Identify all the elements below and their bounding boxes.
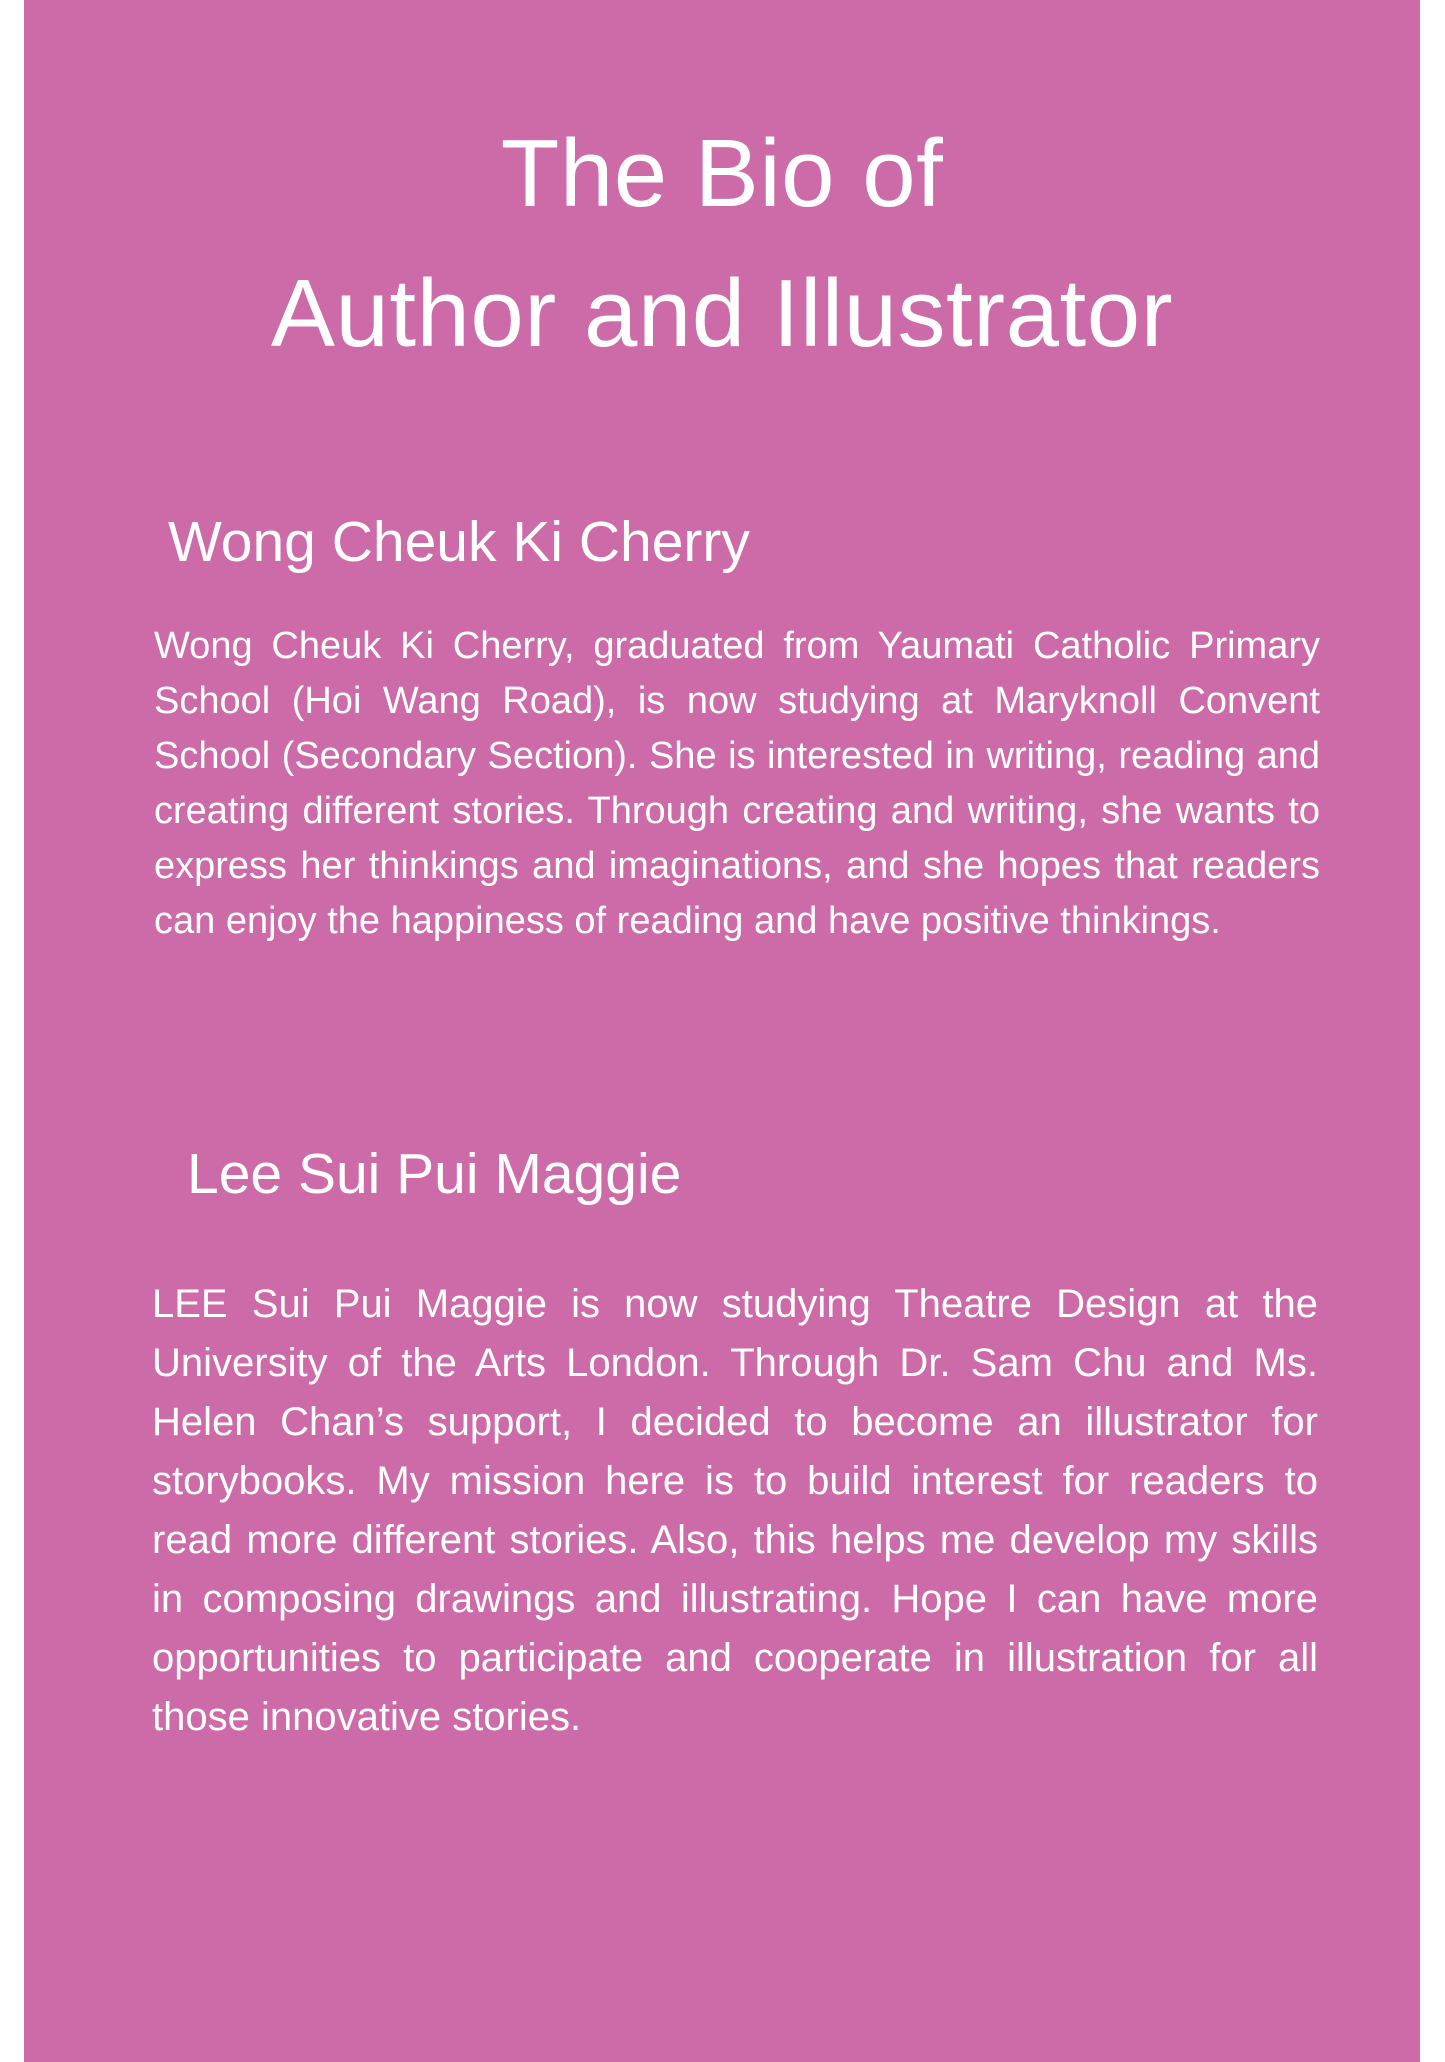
author-name: Wong Cheuk Ki Cherry	[168, 510, 750, 574]
illustrator-name: Lee Sui Pui Maggie	[187, 1142, 682, 1206]
page-title-line-1: The Bio of	[500, 120, 944, 227]
bio-page	[24, 0, 1420, 2062]
illustrator-bio: LEE Sui Pui Maggie is now studying Theatre Design at the University of the Arts London. Through Dr. Sam Chu and Ms. Helen Chan’s support, I decided to become an illustrator for storybooks. My mission here is to build interest for readers to read more different stories. Also, this helps me develop my skills in composing drawings and illustrating. Hope I can have more opportunities to participate and cooperate in illustration for all those innovative stories.	[152, 1282, 1318, 1739]
author-bio: Wong Cheuk Ki Cherry, graduated from Yaumati Catholic Primary School (Hoi Wang Road), is now studying at Maryknoll Convent School (Secondary Section). She is interested in writing, reading and creating different stories. Through creating and writing, she wants to express her thinkings and imaginations, and she hopes that readers can enjoy the happiness of reading and have positive thinkings.	[154, 625, 1320, 942]
page-title-line-2: Author and Illustrator	[270, 260, 1174, 367]
